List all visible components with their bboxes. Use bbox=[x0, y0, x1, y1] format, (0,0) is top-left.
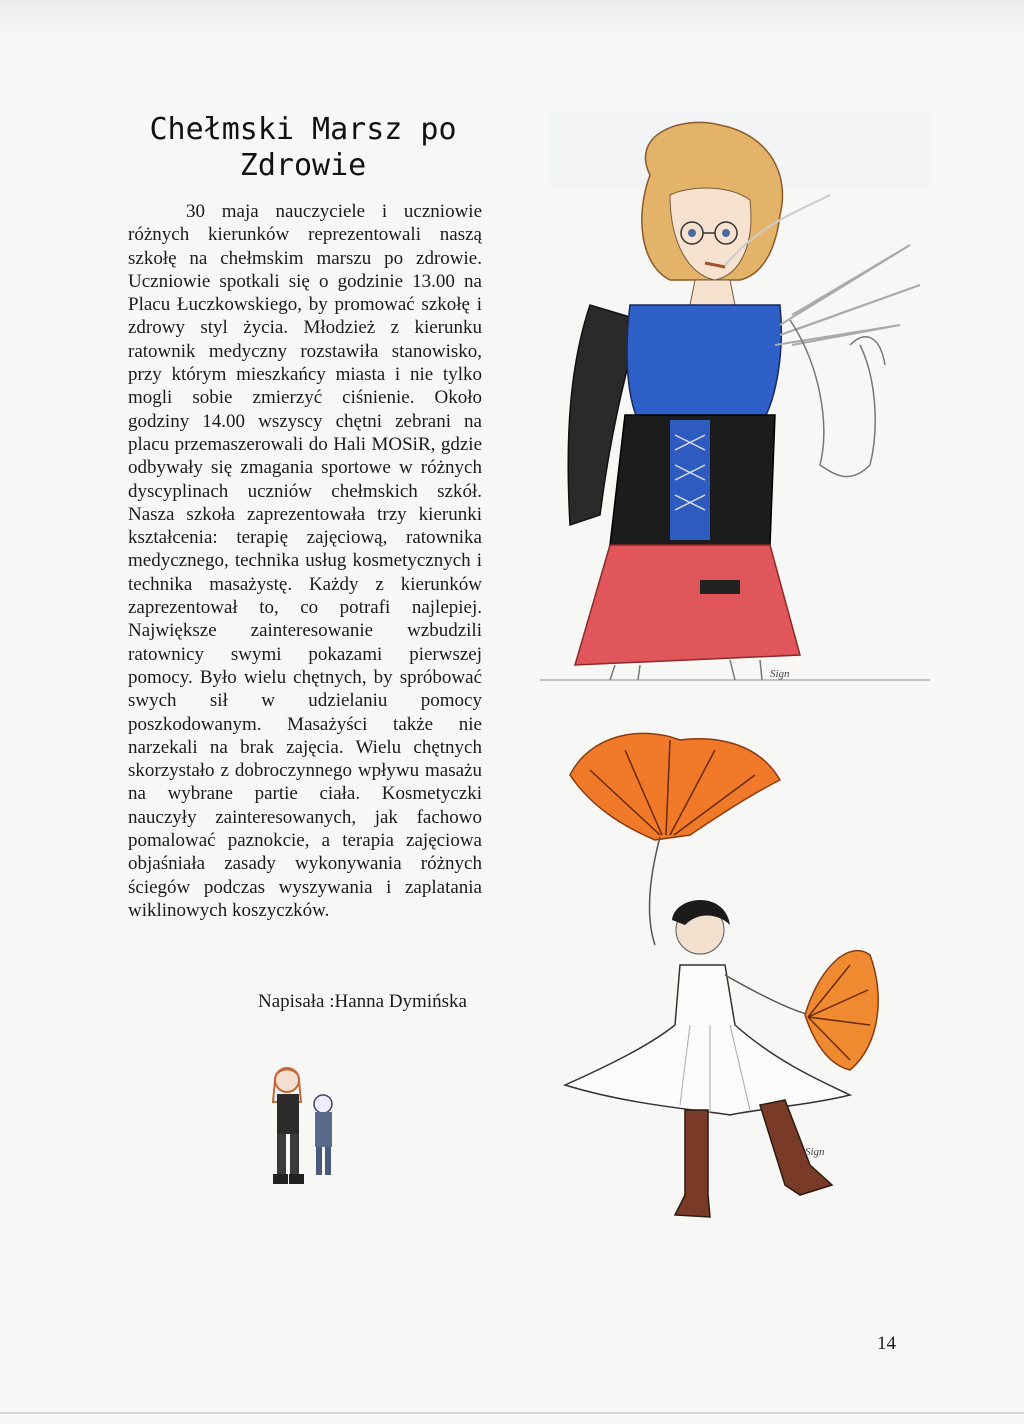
article-body: 30 maja nauczyciele i uczniowie różnych kierunków reprezentowali naszą szkołę na chełmskim marszu po zdrowie. Uczniowie spotkali się o godzinie 13.00 na Placu Łuczkowskiego, by promować szkołę i zdrowy styl życia. Młodzież z kierunku ratownik medyczny rozstawiła stanowisko, przy którym mieszkańcy miasta i nie tylko mogli sobie zmierzyć ciśnienie. Około godziny 14.00 wszyscy chętni zebrani na placu przemaszerowali do Hali MOSiR, gdzie odbywały się zmagania sportowe w różnych dyscyplinach uczniów chełmskich szkół. Nasza szkoła zaprezentowała trzy kierunki kształcenia: terapię zajęciową, ratownika medycznego, technika usług kosmetycznych i technika masażystę. Każdy z kierunków zaprezentował to, co potrafi najlepiej. Największe zainteresowanie wzbudzili ratownicy swymi pokazami pierwszej pomocy. Było wielu chętnych, by spróbować swych sił w udzielaniu pomocy poszkodowanym. Masażyści także nie narzekali na brak zajęcia. Wielu chętnych skorzystało z dobroczynnego wpływu masażu na wybrane partie ciała. Kosmetyczki nauczyły zainteresowanych, jak fachowo pomalować paznokcie, a terapia zajęciowa objaśniała zasady wykonywania różnych ściegów podczas wyszywania i zaplatania wiklinowych koszyczków. bbox=[128, 201, 482, 921]
svg-text:Sign: Sign bbox=[770, 668, 790, 680]
svg-text:Sign: Sign bbox=[805, 1146, 825, 1158]
scan-bottom-edge bbox=[0, 1412, 1024, 1414]
illustration-girl-with-claws bbox=[530, 105, 940, 685]
article-title: Chełmski Marsz po Zdrowie bbox=[149, 112, 457, 183]
scan-shadow bbox=[0, 0, 1024, 40]
illustration-dancer-with-fire-fans bbox=[550, 725, 890, 1230]
illustration-chibi-figures bbox=[265, 1062, 345, 1192]
page-number: 14 bbox=[877, 1333, 896, 1354]
author-line: Napisała :Hanna Dymińska bbox=[258, 991, 467, 1012]
